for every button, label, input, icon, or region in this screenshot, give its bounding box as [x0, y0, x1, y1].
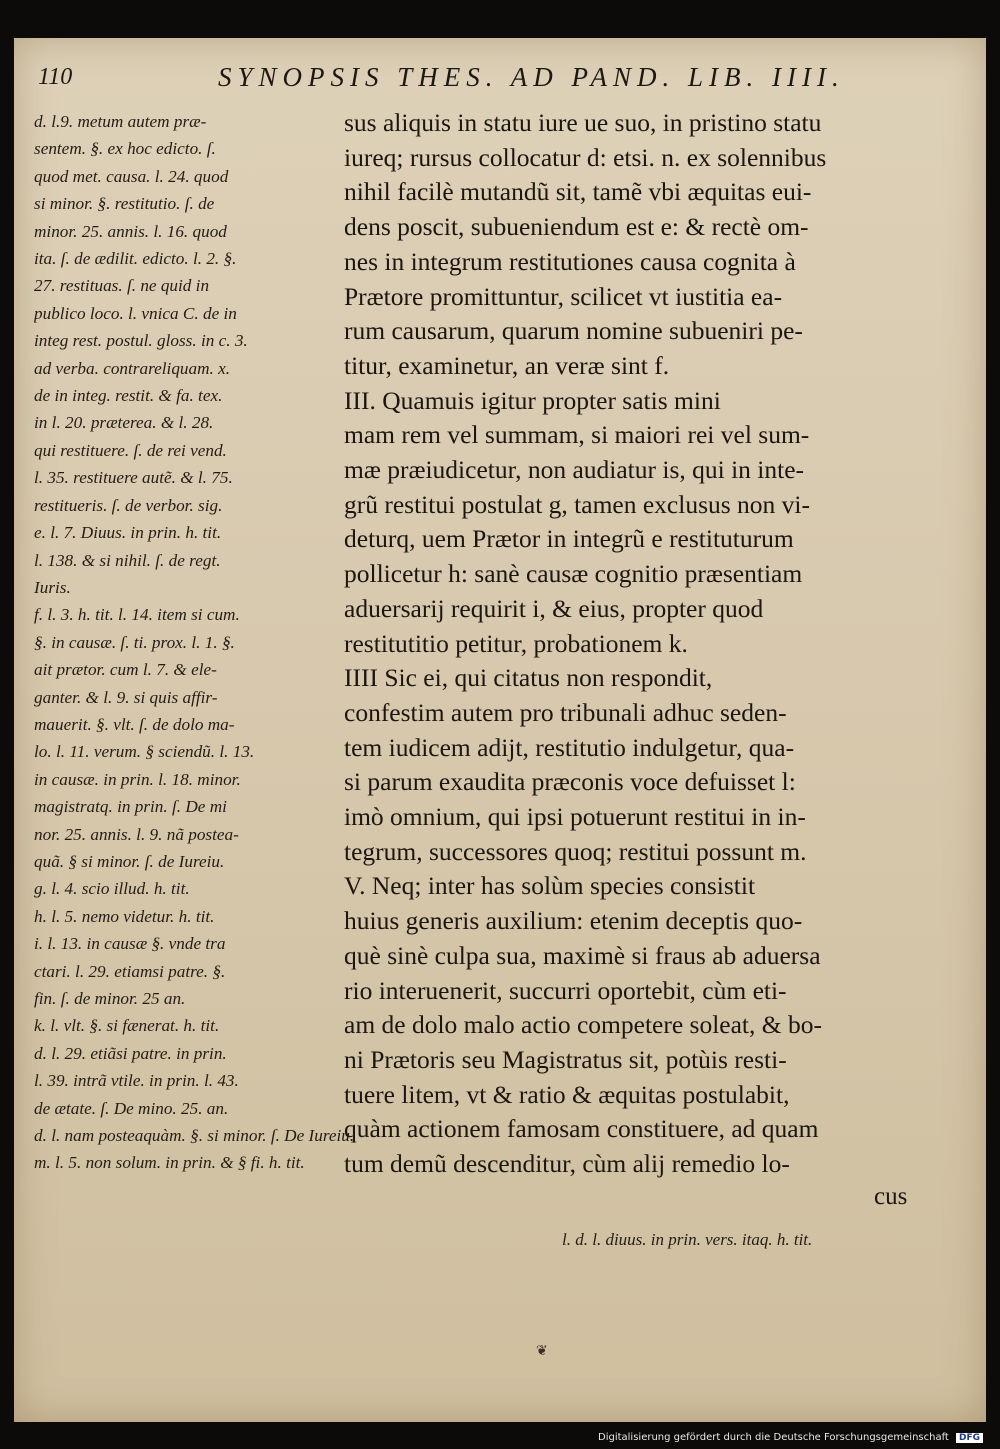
text-line: mæ præiudicetur, non audiatur is, qui in inte-: [344, 455, 805, 485]
text-line: imò omnium, qui ipsi potuerunt restitui in in-: [344, 802, 806, 832]
margin-note-line: in l. 20. præterea. & l. 28.: [34, 413, 214, 433]
margin-note-line: ad verba. contrareliquam. x.: [34, 358, 231, 378]
margin-note-line: h. l. 5. nemo videtur. h. tit.: [34, 906, 215, 926]
running-head: [28, 60, 946, 96]
text-line: III. Quamuis igitur propter satis mini: [344, 385, 721, 415]
footer-text: Digitalisierung gefördert durch die Deutsche Forschungsgemeinschaft: [598, 1432, 949, 1443]
margin-note-line: ganter. & l. 9. si quis affir-: [34, 687, 218, 707]
margin-note-line: integ rest. postul. gloss. in c. 3.: [34, 331, 248, 351]
text-line: aduersarij requirit i, & eius, propter quod: [344, 593, 764, 623]
margin-note-line: f. l. 3. h. tit. l. 14. item si cum.: [34, 605, 240, 625]
margin-note-line: k. l. vlt. §. si fænerat. h. tit.: [34, 1016, 220, 1036]
text-line: am de dolo malo actio competere soleat, & bo-: [344, 1010, 822, 1040]
ornament-icon: ❦: [536, 1343, 548, 1359]
margin-note-line: d. l.9. metum autem præ-: [34, 112, 207, 131]
dfg-logo: DFG: [956, 1433, 983, 1443]
margin-note-line: de in integ. restit. & fa. tex.: [34, 386, 223, 406]
text-line: grũ restitui postulat g, tamen exclusus non vi-: [344, 489, 811, 519]
margin-note-line: sentem. §. ex hoc edicto. ſ.: [34, 139, 216, 159]
margin-note-line: si minor. §. restitutio. ſ. de: [34, 194, 215, 214]
text-line: ni Prætoris seu Magistratus sit, potùis resti-: [344, 1044, 787, 1074]
text-line: sus aliquis in statu iure ue suo, in pristino statu: [344, 108, 822, 137]
text-line: mam rem vel summam, si maiori rei vel sum-: [344, 420, 810, 450]
running-title: SYNOPSIS THES. AD PAND. LIB. IIII.: [218, 62, 845, 92]
margin-note-line: l. 35. restituere autẽ. & l. 75.: [34, 468, 233, 488]
margin-note-line: e. l. 7. Diuus. in prin. h. tit.: [34, 523, 222, 543]
text-line: rum causarum, quarum nomine subueniri pe-: [344, 316, 803, 346]
text-line: titur, examinetur, an veræ sint f.: [344, 350, 670, 380]
margin-note-line: d. l. nam posteaquàm. §. si minor. ſ. De Iureiu.: [34, 1126, 355, 1146]
text-line: Prætore promittuntur, scilicet vt iustitia ea-: [344, 281, 783, 311]
text-line: si parum exaudita præconis voce defuisset l:: [344, 767, 796, 797]
page-number: 110: [38, 64, 73, 90]
margin-note-line: l. 39. intrã vtile. in prin. l. 43.: [34, 1071, 239, 1091]
margin-note-line: mauerit. §. vlt. ſ. de dolo ma-: [34, 714, 235, 734]
margin-note-line: restitueris. ſ. de verbor. sig.: [34, 495, 223, 515]
margin-notes: [34, 108, 360, 1177]
margin-note-line: m. l. 5. non solum. in prin. & § fi. h. tit.: [34, 1153, 305, 1173]
main-text: [344, 106, 964, 1182]
margin-note-line: g. l. 4. scio illud. h. tit.: [34, 879, 190, 899]
text-line: tum demũ descenditur, cùm alij remedio lo-: [344, 1149, 790, 1179]
margin-note-line: de ætate. ſ. De mino. 25. an.: [34, 1098, 229, 1118]
text-line: tegrum, successores quoq; restitui possunt m.: [344, 836, 807, 866]
text-line: nes in integrum restitutiones causa cognita à: [344, 246, 796, 276]
margin-note-line: i. l. 13. in causæ §. vnde tra: [34, 934, 226, 954]
text-line: confestim autem pro tribunali adhuc seden-: [344, 697, 787, 727]
margin-note-line: publico loco. l. vnica C. de in: [34, 303, 237, 323]
text-line: iureq; rursus collocatur d: etsi. n. ex solennibus: [344, 142, 827, 172]
digitization-footer: [598, 1432, 983, 1443]
catchword: cus: [874, 1183, 908, 1210]
text-line: rio interuenerit, succurri oportebit, cùm eti-: [344, 975, 787, 1005]
margin-note-line: ctari. l. 29. etiamsi patre. §.: [34, 961, 226, 981]
margin-note-line: quã. § si minor. ſ. de Iureiu.: [34, 851, 225, 871]
margin-note-line: ita. ſ. de ædilit. edicto. l. 2. §.: [34, 249, 237, 269]
margin-note-line: fin. ſ. de minor. 25 an.: [34, 989, 186, 1008]
text-line: deturq, uem Prætor in integrũ e restituturum: [344, 524, 794, 554]
margin-note-line: ait prætor. cum l. 7. & ele-: [34, 660, 217, 680]
margin-note-line: magistratq. in prin. ſ. De mi: [34, 797, 227, 817]
text-line: tuere litem, vt & ratio & æquitas postulabit,: [344, 1079, 790, 1109]
book-page: [14, 38, 986, 1422]
text-line: IIII Sic ei, qui citatus non respondit,: [344, 663, 713, 693]
margin-note-line: qui restituere. ſ. de rei vend.: [34, 440, 227, 460]
bottom-margin-note: l. d. l. diuus. in prin. vers. itaq. h. tit.: [562, 1230, 813, 1249]
text-line: nihil facilè mutandũ sit, tamẽ vbi æquitas eui-: [344, 177, 812, 207]
margin-note-line: minor. 25. annis. l. 16. quod: [34, 221, 227, 241]
text-line: V. Neq; inter has solùm species consistit: [344, 871, 756, 901]
text-line: tem iudicem adijt, restitutio indulgetur, qua-: [344, 732, 795, 762]
margin-note-line: §. in causæ. ſ. ti. prox. l. 1. §.: [34, 632, 235, 652]
margin-note-line: in causæ. in prin. l. 18. minor.: [34, 769, 241, 789]
text-line: pollicetur h: sanè causæ cognitio præsentiam: [344, 559, 803, 589]
margin-note-line: Iuris.: [34, 577, 71, 597]
text-line: quàm actionem famosam constituere, ad quam: [344, 1114, 819, 1144]
margin-note-line: l. 138. & si nihil. ſ. de regt.: [34, 550, 221, 570]
text-line: huius generis auxilium: etenim deceptis quo-: [344, 906, 803, 936]
margin-note-line: d. l. 29. etiãsi patre. in prin.: [34, 1043, 227, 1063]
margin-note-line: lo. l. 11. verum. § sciendũ. l. 13.: [34, 742, 255, 762]
margin-note-line: quod met. causa. l. 24. quod: [34, 166, 229, 186]
margin-note-line: 27. restituas. ſ. ne quid in: [34, 276, 210, 296]
text-line: què sinè culpa sua, maximè si fraus ab aduersa: [344, 940, 821, 970]
text-line: restitutitio petitur, probationem k.: [344, 628, 688, 658]
text-line: dens poscit, subueniendum est e: & rectè om-: [344, 212, 809, 242]
margin-note-line: nor. 25. annis. l. 9. nã postea-: [34, 824, 239, 844]
